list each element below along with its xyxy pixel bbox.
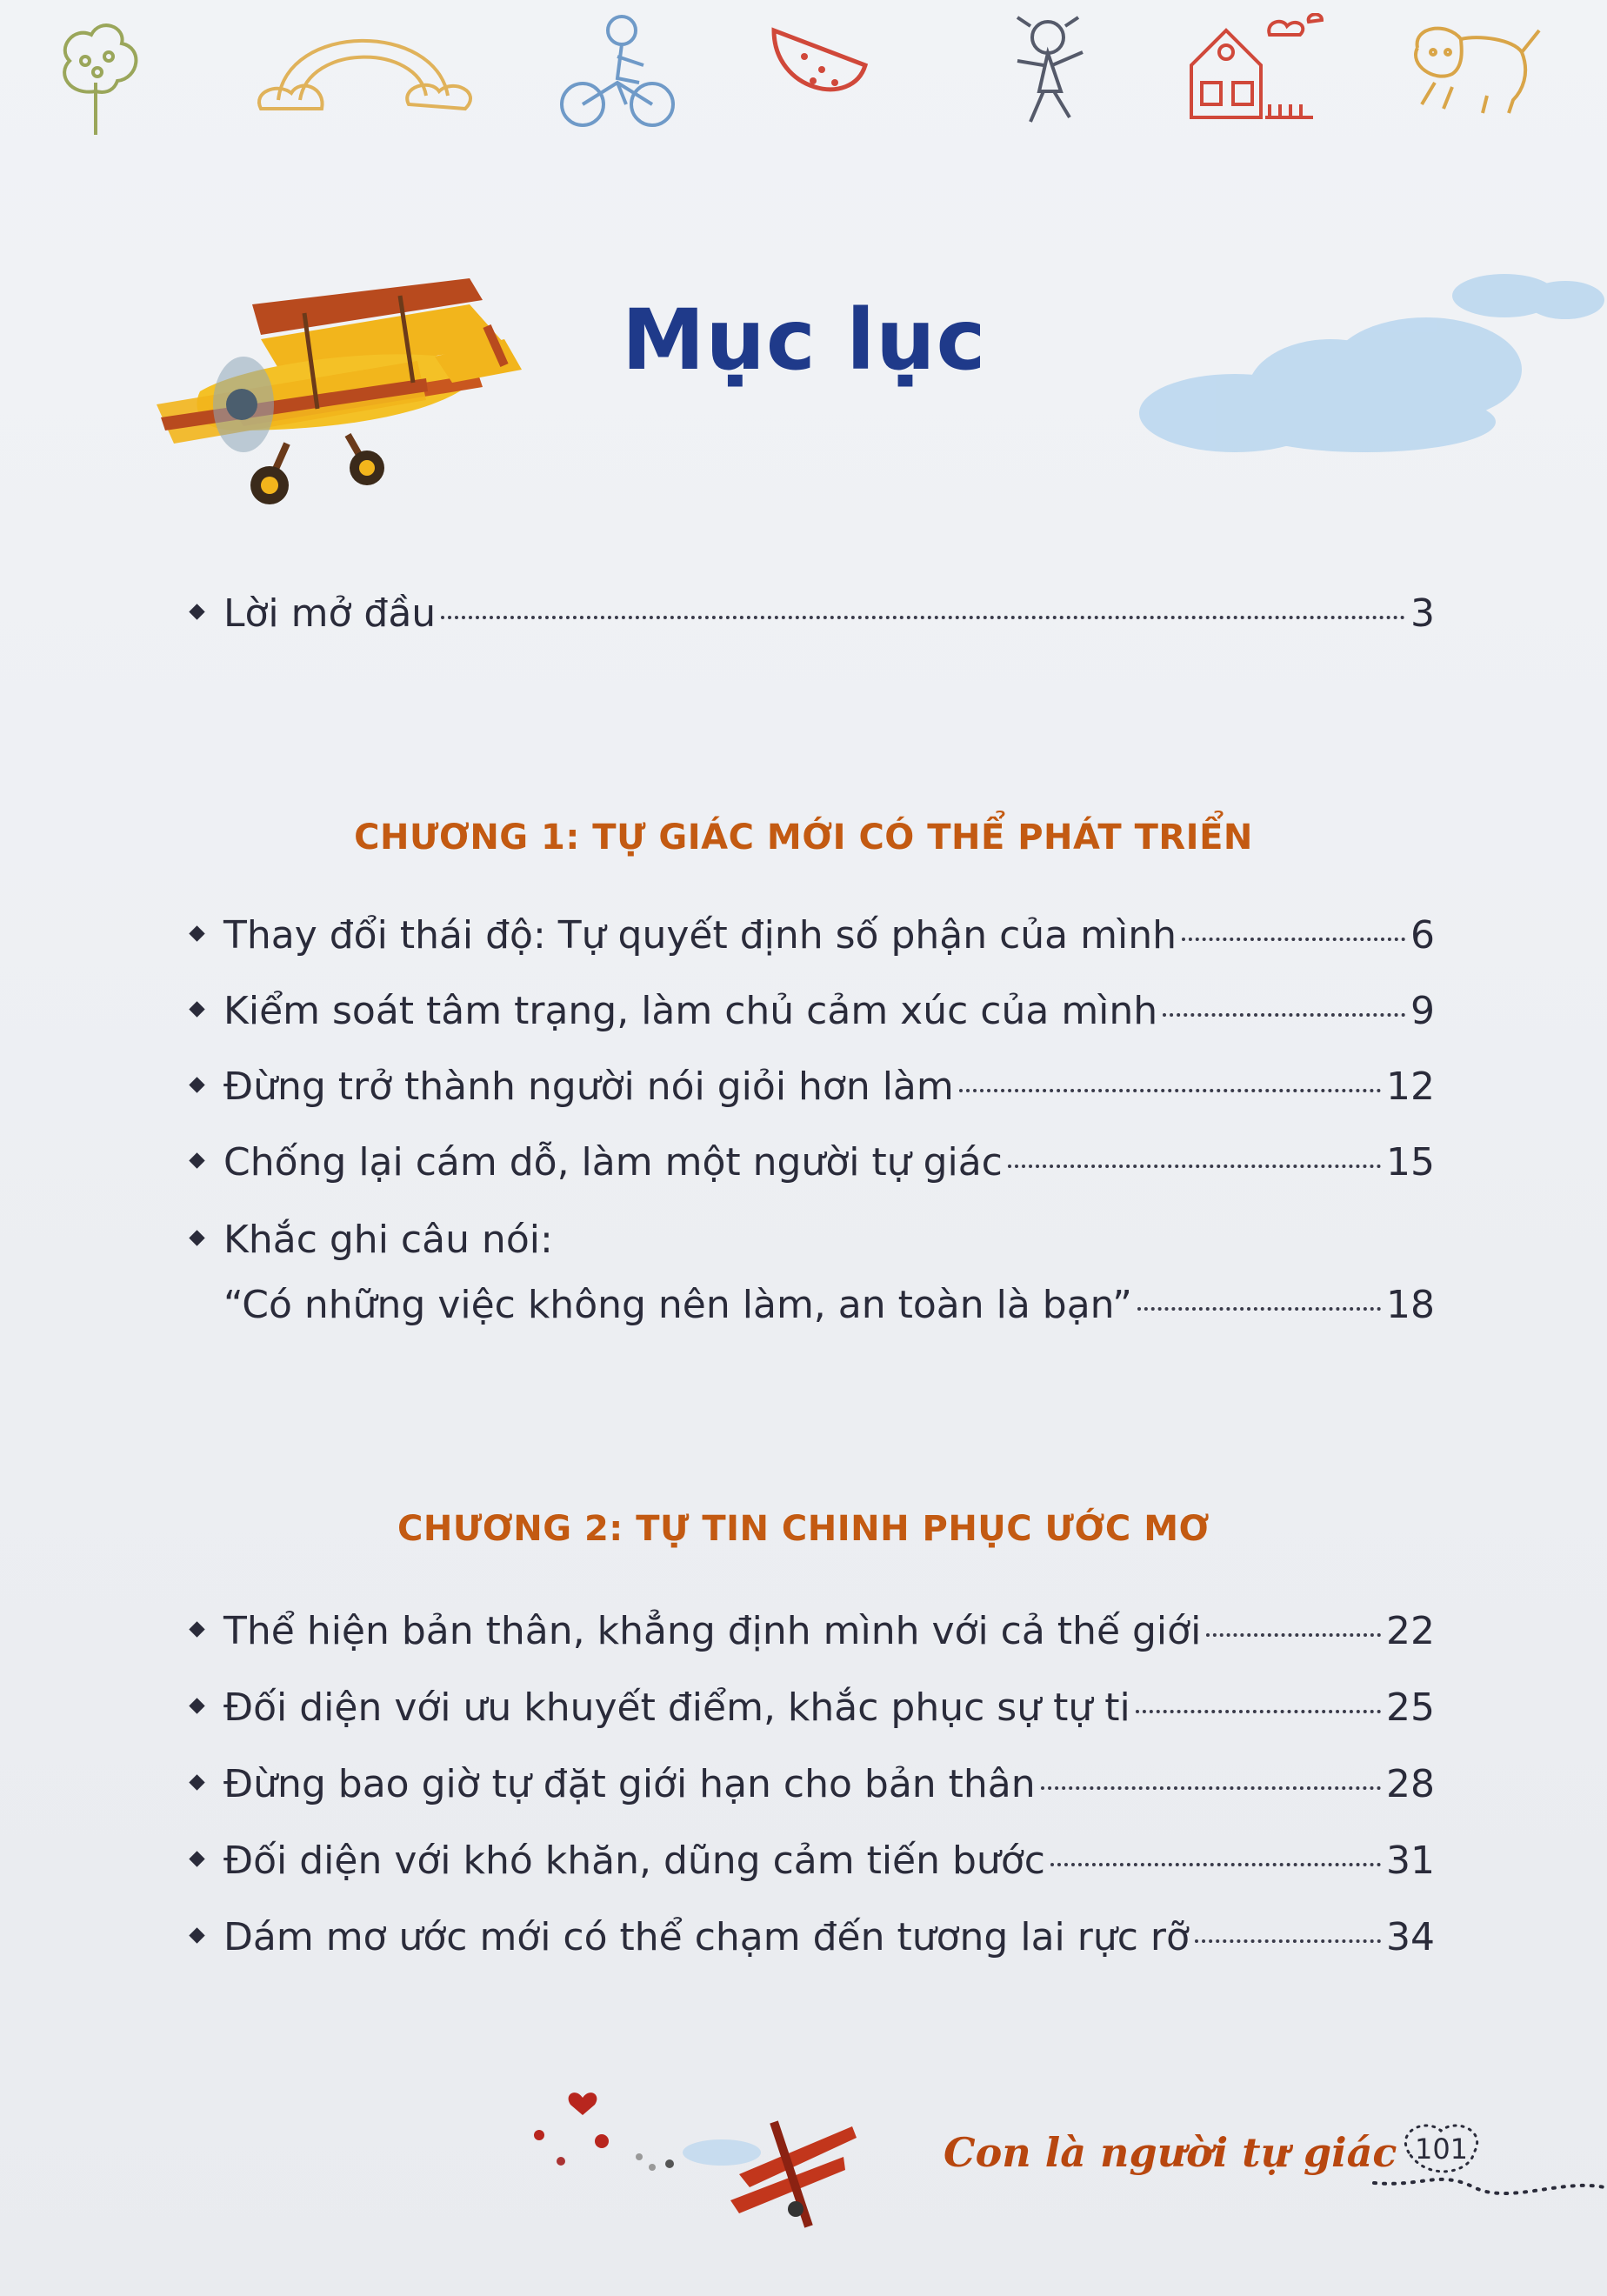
tree-icon bbox=[35, 13, 157, 144]
toc-entry-label: Kiểm soát tâm trạng, làm chủ cảm xúc của mình bbox=[223, 989, 1158, 1033]
house-icon bbox=[1183, 13, 1339, 126]
toc-entry-label: Đối diện với khó khăn, dũng cảm tiến bước bbox=[223, 1839, 1045, 1883]
dot-leader bbox=[1041, 1786, 1381, 1790]
bullet-icon bbox=[189, 1851, 204, 1866]
toc-entry-label: Đừng trở thành người nói giỏi hơn làm bbox=[223, 1065, 954, 1109]
toc-page-number: 15 bbox=[1386, 1140, 1435, 1185]
toc-entry-continuation[interactable] bbox=[191, 1283, 1435, 1327]
top-doodle-strip bbox=[0, 0, 1607, 148]
toc-entry-label: Khắc ghi câu nói: bbox=[223, 1218, 553, 1262]
toc-entry-label: Chống lại cám dỗ, làm một người tự giác bbox=[223, 1140, 1003, 1185]
bullet-icon bbox=[189, 1621, 204, 1637]
biplane-icon bbox=[730, 2122, 857, 2226]
bullet-icon bbox=[189, 604, 204, 619]
dot-leader bbox=[959, 1089, 1381, 1092]
dot-leader bbox=[1206, 1633, 1381, 1637]
toc-entry[interactable] bbox=[191, 1915, 1435, 1959]
bullet-icon bbox=[189, 1774, 204, 1790]
dot-leader bbox=[1137, 1307, 1381, 1311]
bullet-icon bbox=[189, 1927, 204, 1943]
bullet-icon bbox=[189, 1152, 204, 1168]
toc-entry-label: Đối diện với ưu khuyết điểm, khắc phục sự tự ti bbox=[223, 1685, 1130, 1730]
bullet-icon bbox=[189, 925, 204, 941]
toc-entry-label: Lời mở đầu bbox=[223, 591, 437, 636]
dot-leader bbox=[1136, 1710, 1381, 1713]
toc-entry-label: Đừng bao giờ tự đặt giới hạn cho bản thân bbox=[223, 1762, 1036, 1806]
page-number: 101 bbox=[1414, 2132, 1469, 2166]
toc-entry-label-line2: “Có những việc không nên làm, an toàn là bạn” bbox=[223, 1283, 1132, 1327]
bullet-icon bbox=[189, 1077, 204, 1092]
toc-page-number: 31 bbox=[1386, 1839, 1435, 1883]
biplane-icon bbox=[139, 261, 548, 513]
toc-entry[interactable] bbox=[191, 1065, 1435, 1109]
toc-entry[interactable] bbox=[191, 1609, 1435, 1653]
toc-entry-intro[interactable] bbox=[191, 591, 1435, 636]
dot-leader bbox=[1195, 1939, 1381, 1943]
chapter-heading-2: CHƯƠNG 2: TỰ TIN CHINH PHỤC ƯỚC MƠ bbox=[397, 1509, 1210, 1549]
toc-page-number: 9 bbox=[1410, 989, 1435, 1033]
bullet-icon bbox=[189, 1001, 204, 1017]
dog-icon bbox=[1400, 13, 1557, 117]
toc-page-number: 3 bbox=[1410, 591, 1435, 636]
cyclist-icon bbox=[557, 13, 678, 130]
dot-leader bbox=[1182, 938, 1405, 941]
toc-entry[interactable] bbox=[191, 1140, 1435, 1185]
cloud-icon bbox=[1130, 261, 1607, 461]
toc-page-number: 6 bbox=[1410, 913, 1435, 958]
watermelon-icon bbox=[765, 13, 870, 117]
toc-page-number: 28 bbox=[1386, 1762, 1435, 1806]
toc-page-number: 22 bbox=[1386, 1609, 1435, 1653]
dotted-swoosh bbox=[1370, 2161, 1607, 2213]
toc-entry[interactable] bbox=[191, 989, 1435, 1033]
dot-leader bbox=[441, 616, 1405, 619]
dot-leader bbox=[1008, 1165, 1381, 1168]
toc-page-number: 34 bbox=[1386, 1915, 1435, 1959]
bullet-icon bbox=[189, 1230, 204, 1245]
toc-entry-label: Thay đổi thái độ: Tự quyết định số phận của mình bbox=[223, 913, 1177, 958]
toc-entry-label: Thể hiện bản thân, khẳng định mình với cả thế giới bbox=[223, 1609, 1202, 1653]
footer-illustration bbox=[522, 2087, 870, 2235]
rainbow-icon bbox=[252, 13, 487, 126]
toc-entry-label: Dám mơ ước mới có thể chạm đến tương lai rực rỡ bbox=[223, 1915, 1190, 1959]
toc-entry[interactable] bbox=[191, 1685, 1435, 1730]
girl-icon bbox=[991, 13, 1104, 135]
chapter-heading-1: CHƯƠNG 1: TỰ GIÁC MỚI CÓ THỂ PHÁT TRIỂN bbox=[354, 818, 1253, 858]
toc-page-number: 12 bbox=[1386, 1065, 1435, 1109]
heart-icon bbox=[569, 2092, 597, 2115]
footer-book-title: Con là người tự giác bbox=[944, 2129, 1397, 2176]
toc-entry[interactable] bbox=[191, 913, 1435, 958]
toc-page-number: 25 bbox=[1386, 1685, 1435, 1730]
toc-entry[interactable] bbox=[191, 1762, 1435, 1806]
dot-leader bbox=[1050, 1863, 1381, 1866]
bullet-icon bbox=[189, 1698, 204, 1713]
page-title: Mục lục bbox=[622, 291, 987, 389]
toc-entry-multiline[interactable] bbox=[191, 1218, 553, 1262]
dot-leader bbox=[1163, 1013, 1405, 1017]
toc-page-number: 18 bbox=[1386, 1283, 1435, 1327]
toc-entry[interactable] bbox=[191, 1839, 1435, 1883]
